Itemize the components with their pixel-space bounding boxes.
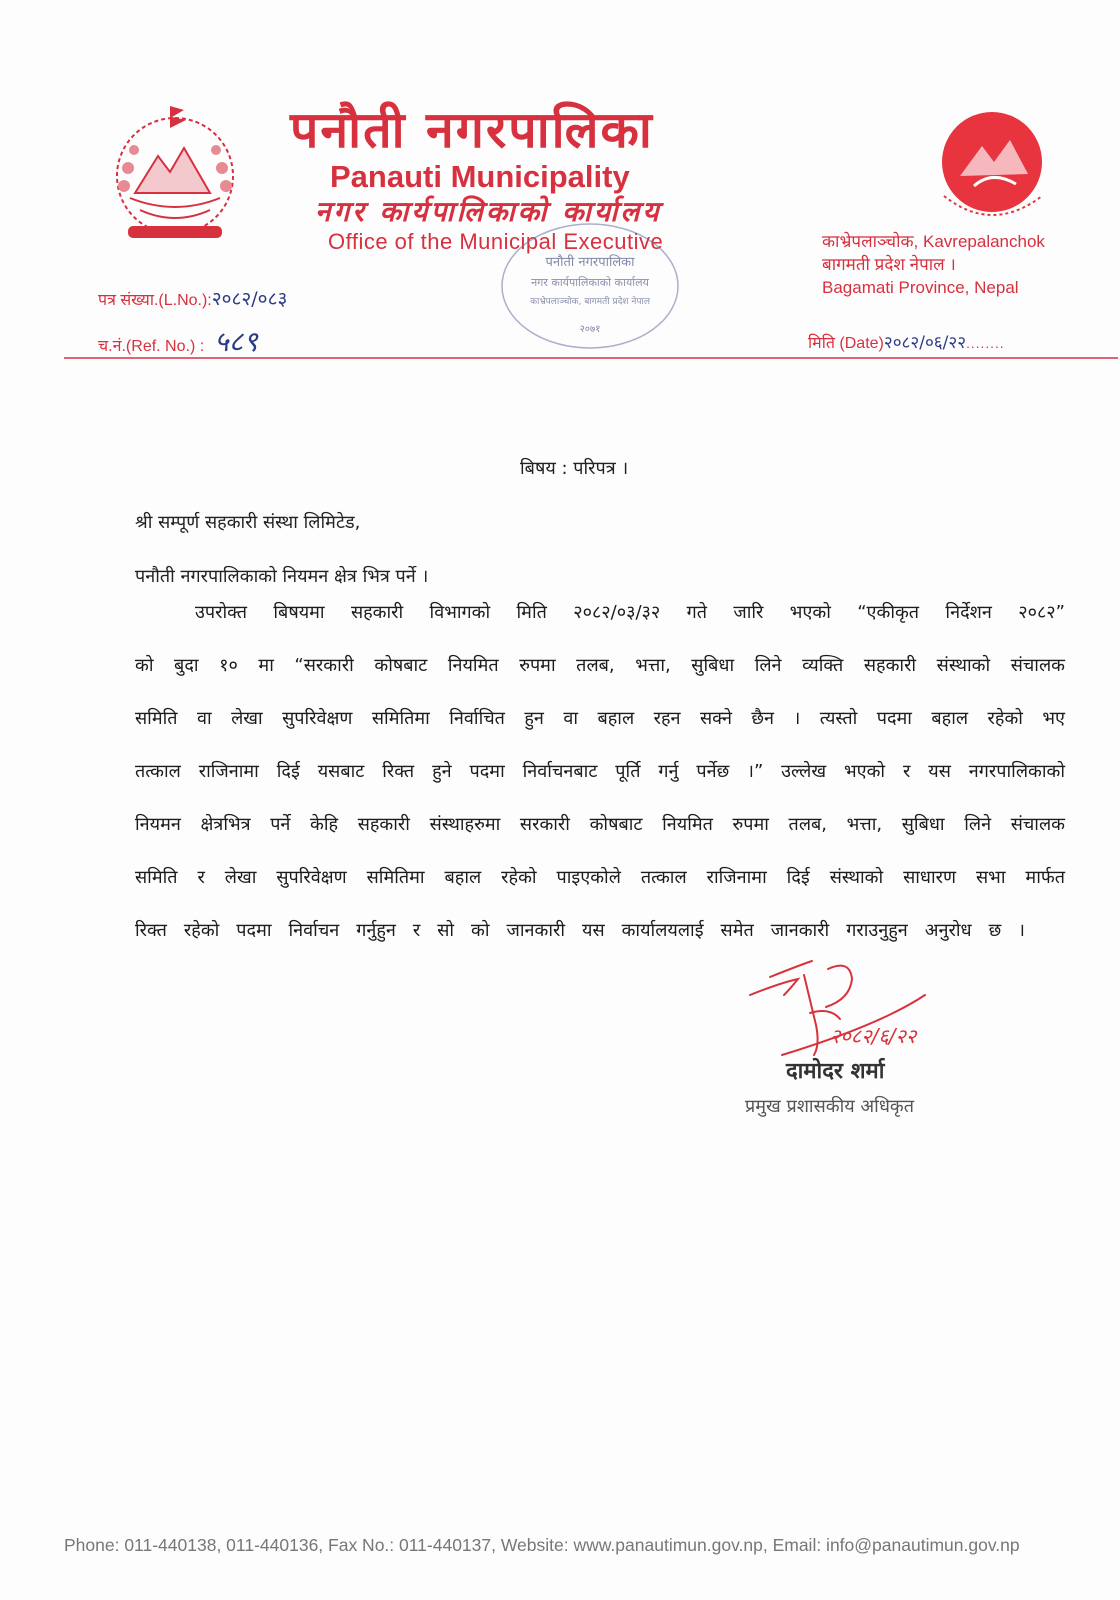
reference-number [98, 322, 258, 360]
address-en-1: Kavrepalanchok [923, 232, 1045, 251]
footer-contact: Phone: 011-440138, 011-440136, Fax No.: 011-440137, Website: www.panautimun.gov.np, Email: info@panautimun.gov.np [64, 1535, 1020, 1555]
office-title-en: Office of the Municipal Executive [328, 229, 664, 254]
letter-number-value: २०८२/०८३ [211, 288, 288, 310]
paragraph-line-7: रिक्त रहेको पदमा निर्वाचन गर्नुहुन र सो को जानकारी यस कार्यालयलाई समेत जानकारी गराउनुहुन अनुरोध छ । [135, 920, 1025, 941]
letter-number-label: पत्र संख्या.(L.No.): [98, 292, 212, 309]
office-stamp [495, 214, 685, 354]
date-value: २०८२/०६/२२ [883, 333, 967, 353]
letter-number [98, 285, 287, 311]
address-en-2: Bagamati Province, Nepal [822, 278, 1019, 297]
office-title-np: नगर कार्यपालिकाको कार्यालय [315, 195, 662, 228]
stamp-line2: नगर कार्यपालिकाको कार्यालय [531, 276, 649, 289]
stamp-line3: काभ्रेपलाञ्चोक, बागमती प्रदेश नेपाल [530, 297, 650, 307]
address-np-1: काभ्रेपलाञ्चोक, [822, 232, 919, 251]
header-divider [64, 357, 1118, 359]
municipality-logo-icon [930, 104, 1060, 234]
subject-line: बिषय : परिपत्र । [520, 458, 629, 479]
address-np-2: बागमती प्रदेश नेपाल । [822, 255, 956, 274]
paragraph-line-6: समिति र लेखा सुपरिवेक्षण समितिमा बहाल रहेको पाइएकोले तत्काल राजिनामा दिई संस्थाको साधारण सभा मार्फत [135, 867, 1065, 888]
addressee-line2: पनौती नगरपालिकाको नियमन क्षेत्र भित्र पर्ने । [135, 566, 429, 587]
paragraph-line-2: को बुदा १० मा “सरकारी कोषबाट नियमित रुपमा तलब, भत्ता, सुबिधा लिने व्यक्ति सहकारी संस्थाको संचालक [135, 655, 1065, 676]
stamp-line1: पनौती नगरपालिका [545, 255, 635, 270]
municipality-title-en: Panauti Municipality [330, 159, 630, 194]
paragraph-line-5: नियमन क्षेत्रभित्र पर्ने केहि सहकारी संस्थाहरुमा सरकारी कोषबाट नियमित रुपमा तलब, भत्ता, सुबिधा लिने संचालक [135, 814, 1065, 835]
paragraph-line-1: उपरोक्त बिषयमा सहकारी विभागको मिति २०८२/०३/३२ गते जारि भएको “एकीकृत निर्देशन २०८२” [195, 602, 1065, 623]
reference-number-label: च.नं.(Ref. No.) : [98, 338, 205, 355]
date-label: मिति (Date) [808, 335, 884, 352]
municipality-title-np: पनौती नगरपालिका [290, 101, 654, 159]
paragraph-line-3: समिति वा लेखा सुपरिवेक्षण समितिमा निर्वाचित हुन वा बहाल रहन सक्ने छैन । त्यस्तो पदमा बहाल रहेको भए [135, 708, 1065, 729]
signatory-name: दामोदर शर्मा [786, 1059, 885, 1084]
letter-date [808, 330, 1005, 353]
stamp-year: २०७१ [579, 324, 601, 335]
signature-date: २०८२/६/२२ [830, 1024, 917, 1048]
signatory-title: प्रमुख प्रशासकीय अधिकृत [745, 1096, 914, 1117]
reference-number-value: ५८९ [214, 325, 258, 358]
paragraph-line-4: तत्काल राजिनामा दिई यसबाट रिक्त हुने पदमा निर्वाचनबाट पूर्ति गर्नु पर्नेछ ।” उल्लेख भएको र यस नगरपालिकाको [135, 761, 1065, 782]
nepal-emblem-icon [100, 98, 250, 248]
address-block [822, 230, 1112, 299]
date-dots: ........ [966, 337, 1005, 351]
addressee-line1: श्री सम्पूर्ण सहकारी संस्था लिमिटेड, [135, 512, 361, 533]
